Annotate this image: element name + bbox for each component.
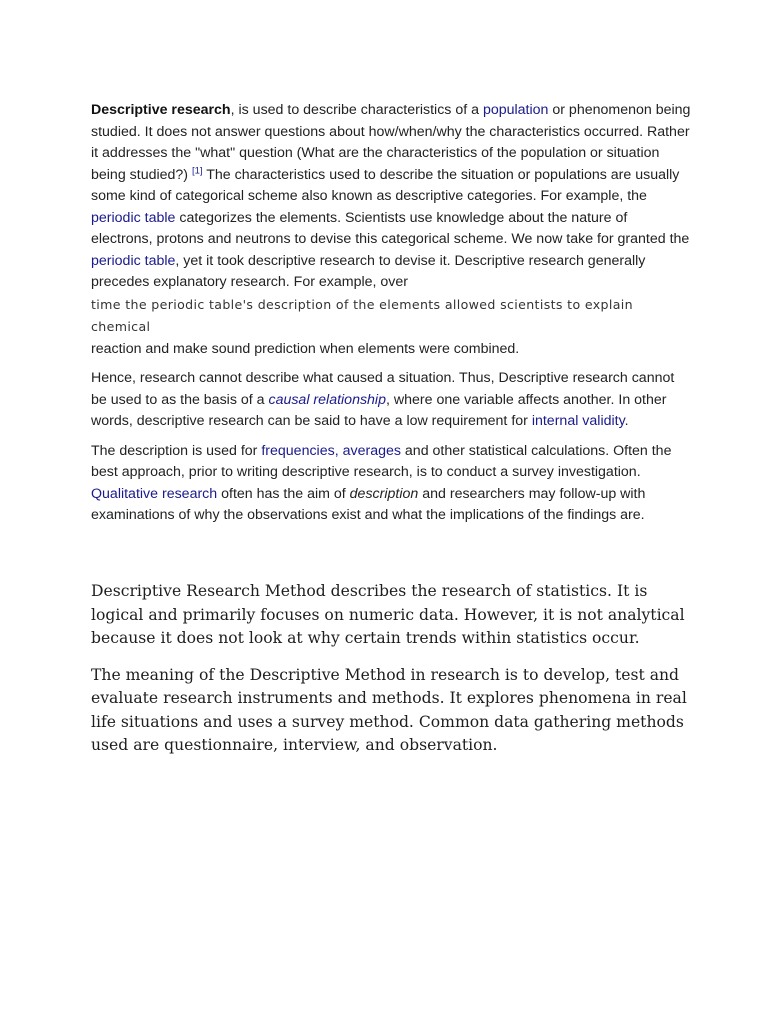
text-run: , where one variable affects another. In other words, descriptive research can be said to have a low requirement for [91,391,667,429]
emphasis-description: description [349,485,419,502]
text-run: . [624,413,629,429]
text-run-spaced: time the periodic table's description of the elements allowed scientists to explain chemical [91,296,633,334]
paragraph-method-description: Descriptive Research Method describes the research of statistics. It is logical and primarily focuses on numeric data. However, it is not analytical because it does not look at why certain trends within statistics occur. [91,582,685,647]
text-run: categorizes the elements. Scientists use knowledge about the nature of electrons, protons and neutrons to devise this categorical scheme. We now take for granted the [91,209,690,247]
paragraph-usage [91,441,691,527]
link-frequencies[interactable]: frequencies [261,442,335,459]
method-summary [91,580,691,771]
paragraph-definition [91,100,691,360]
text-run: and other statistical calculations. Often the best approach, prior to writing descriptive research, is to conduct a survey investigation. [91,442,672,480]
paragraph-causality [91,368,691,433]
link-averages[interactable]: averages [342,442,401,459]
link-separator: , [334,442,343,459]
paragraph-method-meaning: The meaning of the Descriptive Method in research is to develop, test and evaluate research instruments and methods. It explores phenomena in real life situations and uses a survey method. Common data gathering methods used are questionnaire, interview, and observation. [91,665,687,754]
text-run: The characteristics used to describe the situation or populations are usually some kind of categorical scheme also known as descriptive categories. For example, the [91,166,680,204]
text-run: often has the aim of [217,485,350,502]
link-periodic-table[interactable]: periodic table [91,209,176,226]
wiki-excerpt [91,100,691,535]
text-run: reaction and make sound prediction when elements were combined. [91,340,520,357]
text-run: The description is used for [91,442,262,459]
text-run: , yet it took descriptive research to devise it. Descriptive research generally precedes explanatory research. For example, over [91,252,646,290]
text-run: Hence, research cannot describe what caused a situation. Thus, Descriptive research cannot be used to as the basis of a [91,370,675,408]
text-run: and researchers may follow-up with examinations of why the observations exist and what the implications of the findings are. [91,485,646,523]
link-periodic-table[interactable]: periodic table [91,252,176,269]
link-population[interactable]: population [482,102,549,118]
text-run: , is used to describe characteristics of a [230,102,483,118]
term-descriptive-research: Descriptive research [91,102,231,118]
reference-link[interactable]: [1] [191,164,203,176]
link-qualitative-research[interactable]: Qualitative research [91,485,218,502]
link-causal-relationship[interactable]: causal relationship [268,391,386,408]
text-run: or phenomenon being studied. It does not answer questions about how/when/why the characteristics occurred. Rather it addresses the "what" question (What are the characteristics of the population or situation being studied?) [91,102,691,183]
link-internal-validity[interactable]: internal validity [531,413,625,429]
